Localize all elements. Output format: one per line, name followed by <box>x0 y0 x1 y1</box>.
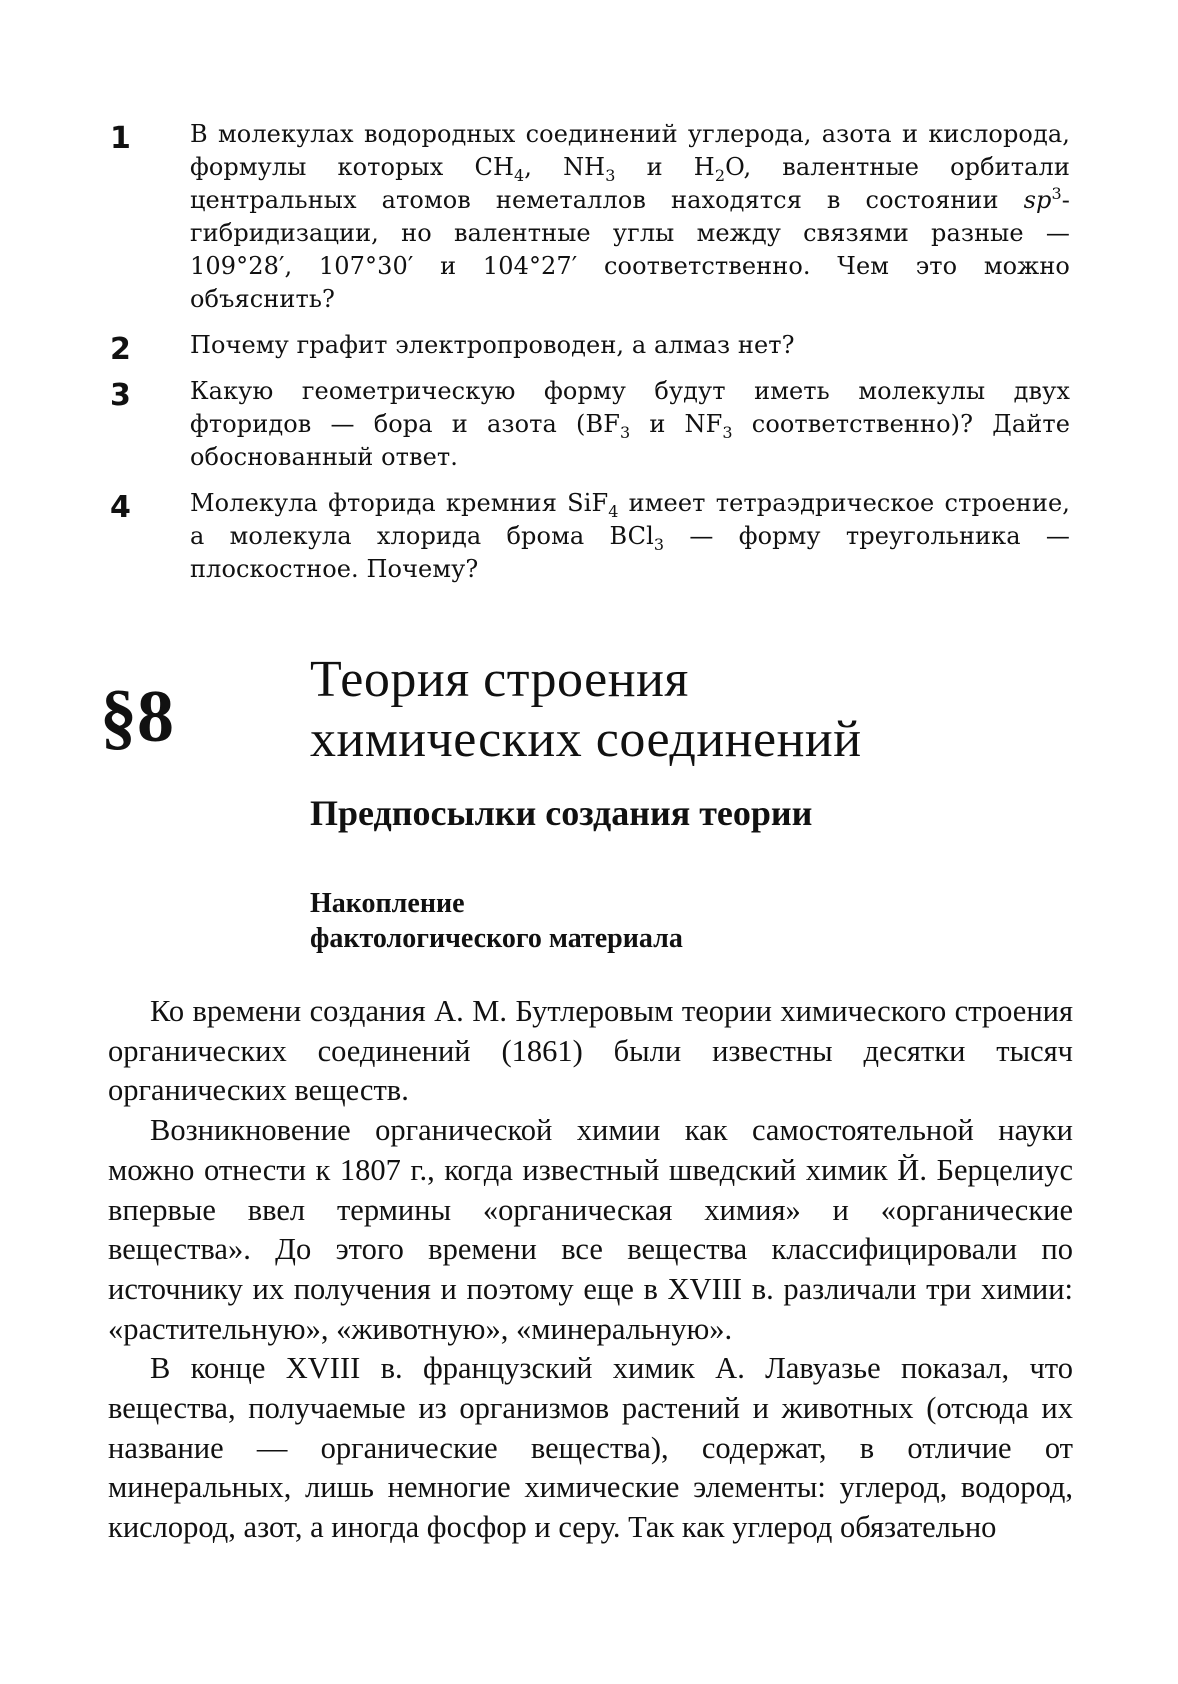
subscript: 4 <box>513 165 525 185</box>
section-number: §8 <box>100 676 174 758</box>
subsubsection-title <box>310 886 1010 956</box>
question-number: 2 <box>110 332 131 367</box>
subsection-title: Предпосылки создания теории <box>310 793 813 833</box>
subscript: 3 <box>722 422 733 442</box>
section-title <box>310 650 1070 770</box>
paragraph: Ко времени создания А. М. Бутлеровым теории химического строения органических соединений (1861) были известны десятки тысяч органических веществ. <box>108 994 1073 1108</box>
subscript: 3 <box>653 534 665 554</box>
text-part: Какую геометрическую форму будут иметь молекулы двух фторидов — бора и азота (BF <box>190 377 1070 438</box>
text-part: соответственно)? Дайте обоснованный ответ. <box>190 410 1070 471</box>
subscript: 2 <box>714 165 726 185</box>
question-text <box>190 375 1070 474</box>
text-part: и H <box>615 153 715 181</box>
body-text <box>108 992 1073 1548</box>
text-part: O, валентные орбитали центральных атомов неметаллов находятся в состоянии <box>190 153 1070 214</box>
question-number: 3 <box>110 378 131 413</box>
text-part: Молекула фторида кремния SiF <box>190 489 609 517</box>
subscript: 4 <box>608 501 619 521</box>
question-text: Почему графит электропроводен, а алмаз нет? <box>190 331 795 359</box>
superscript: 3 <box>1051 184 1062 203</box>
subsubsection-title-line: Накопление <box>310 888 465 919</box>
subscript: 3 <box>605 165 616 185</box>
italic-sp: sp <box>1023 186 1052 214</box>
text-part: , NH <box>524 153 606 181</box>
question-text <box>190 487 1070 586</box>
question-number: 1 <box>110 121 131 156</box>
questions-list <box>110 118 1070 599</box>
question-2 <box>110 329 1070 367</box>
text-part: В молекулах водородных соединений углерода, азота и кислорода, формулы которых CH <box>190 120 1070 181</box>
section-title-line: химических соединений <box>310 711 862 768</box>
question-1 <box>110 118 1070 316</box>
section-title-line: Теория строения <box>310 651 689 708</box>
question-text <box>190 118 1070 316</box>
text-part: имеет тетраэдрическое строение, а молекула хлорида брома BCl <box>190 489 1070 550</box>
text-part: -гибридизации, но валентные углы между связями разные — 109°28′, 107°30′ и 104°27′ соответственно. Чем это можно объяснить? <box>190 186 1070 313</box>
text-part: — форму треугольника — плоскостное. Почему? <box>190 522 1070 583</box>
paragraph: В конце XVIII в. французский химик А. Лавуазье показал, что вещества, получаемые из организмов растений и животных (отсюда их название — органические вещества), содержат, в отличие от минеральных, лишь немногие химические элементы: углерод, водород, кислород, азот, а иногда фосфор и серу. Так как углерод обязательно <box>108 1351 1073 1545</box>
question-number: 4 <box>110 490 131 525</box>
subscript: 3 <box>619 422 631 442</box>
question-4 <box>110 487 1070 586</box>
question-3 <box>110 375 1070 474</box>
subsubsection-title-line: фактологического материала <box>310 923 683 954</box>
paragraph: Возникновение органической химии как самостоятельной науки можно отнести к 1807 г., когда известный шведский химик Й. Берцелиус впервые ввел термины «органическая химия» и «органические вещества». До этого времени все вещества классифицировали по источнику их получения и поэтому еще в XVIII в. различали три химии: «растительную», «животную», «минеральную». <box>108 1113 1073 1346</box>
text-part: и NF <box>630 410 723 438</box>
